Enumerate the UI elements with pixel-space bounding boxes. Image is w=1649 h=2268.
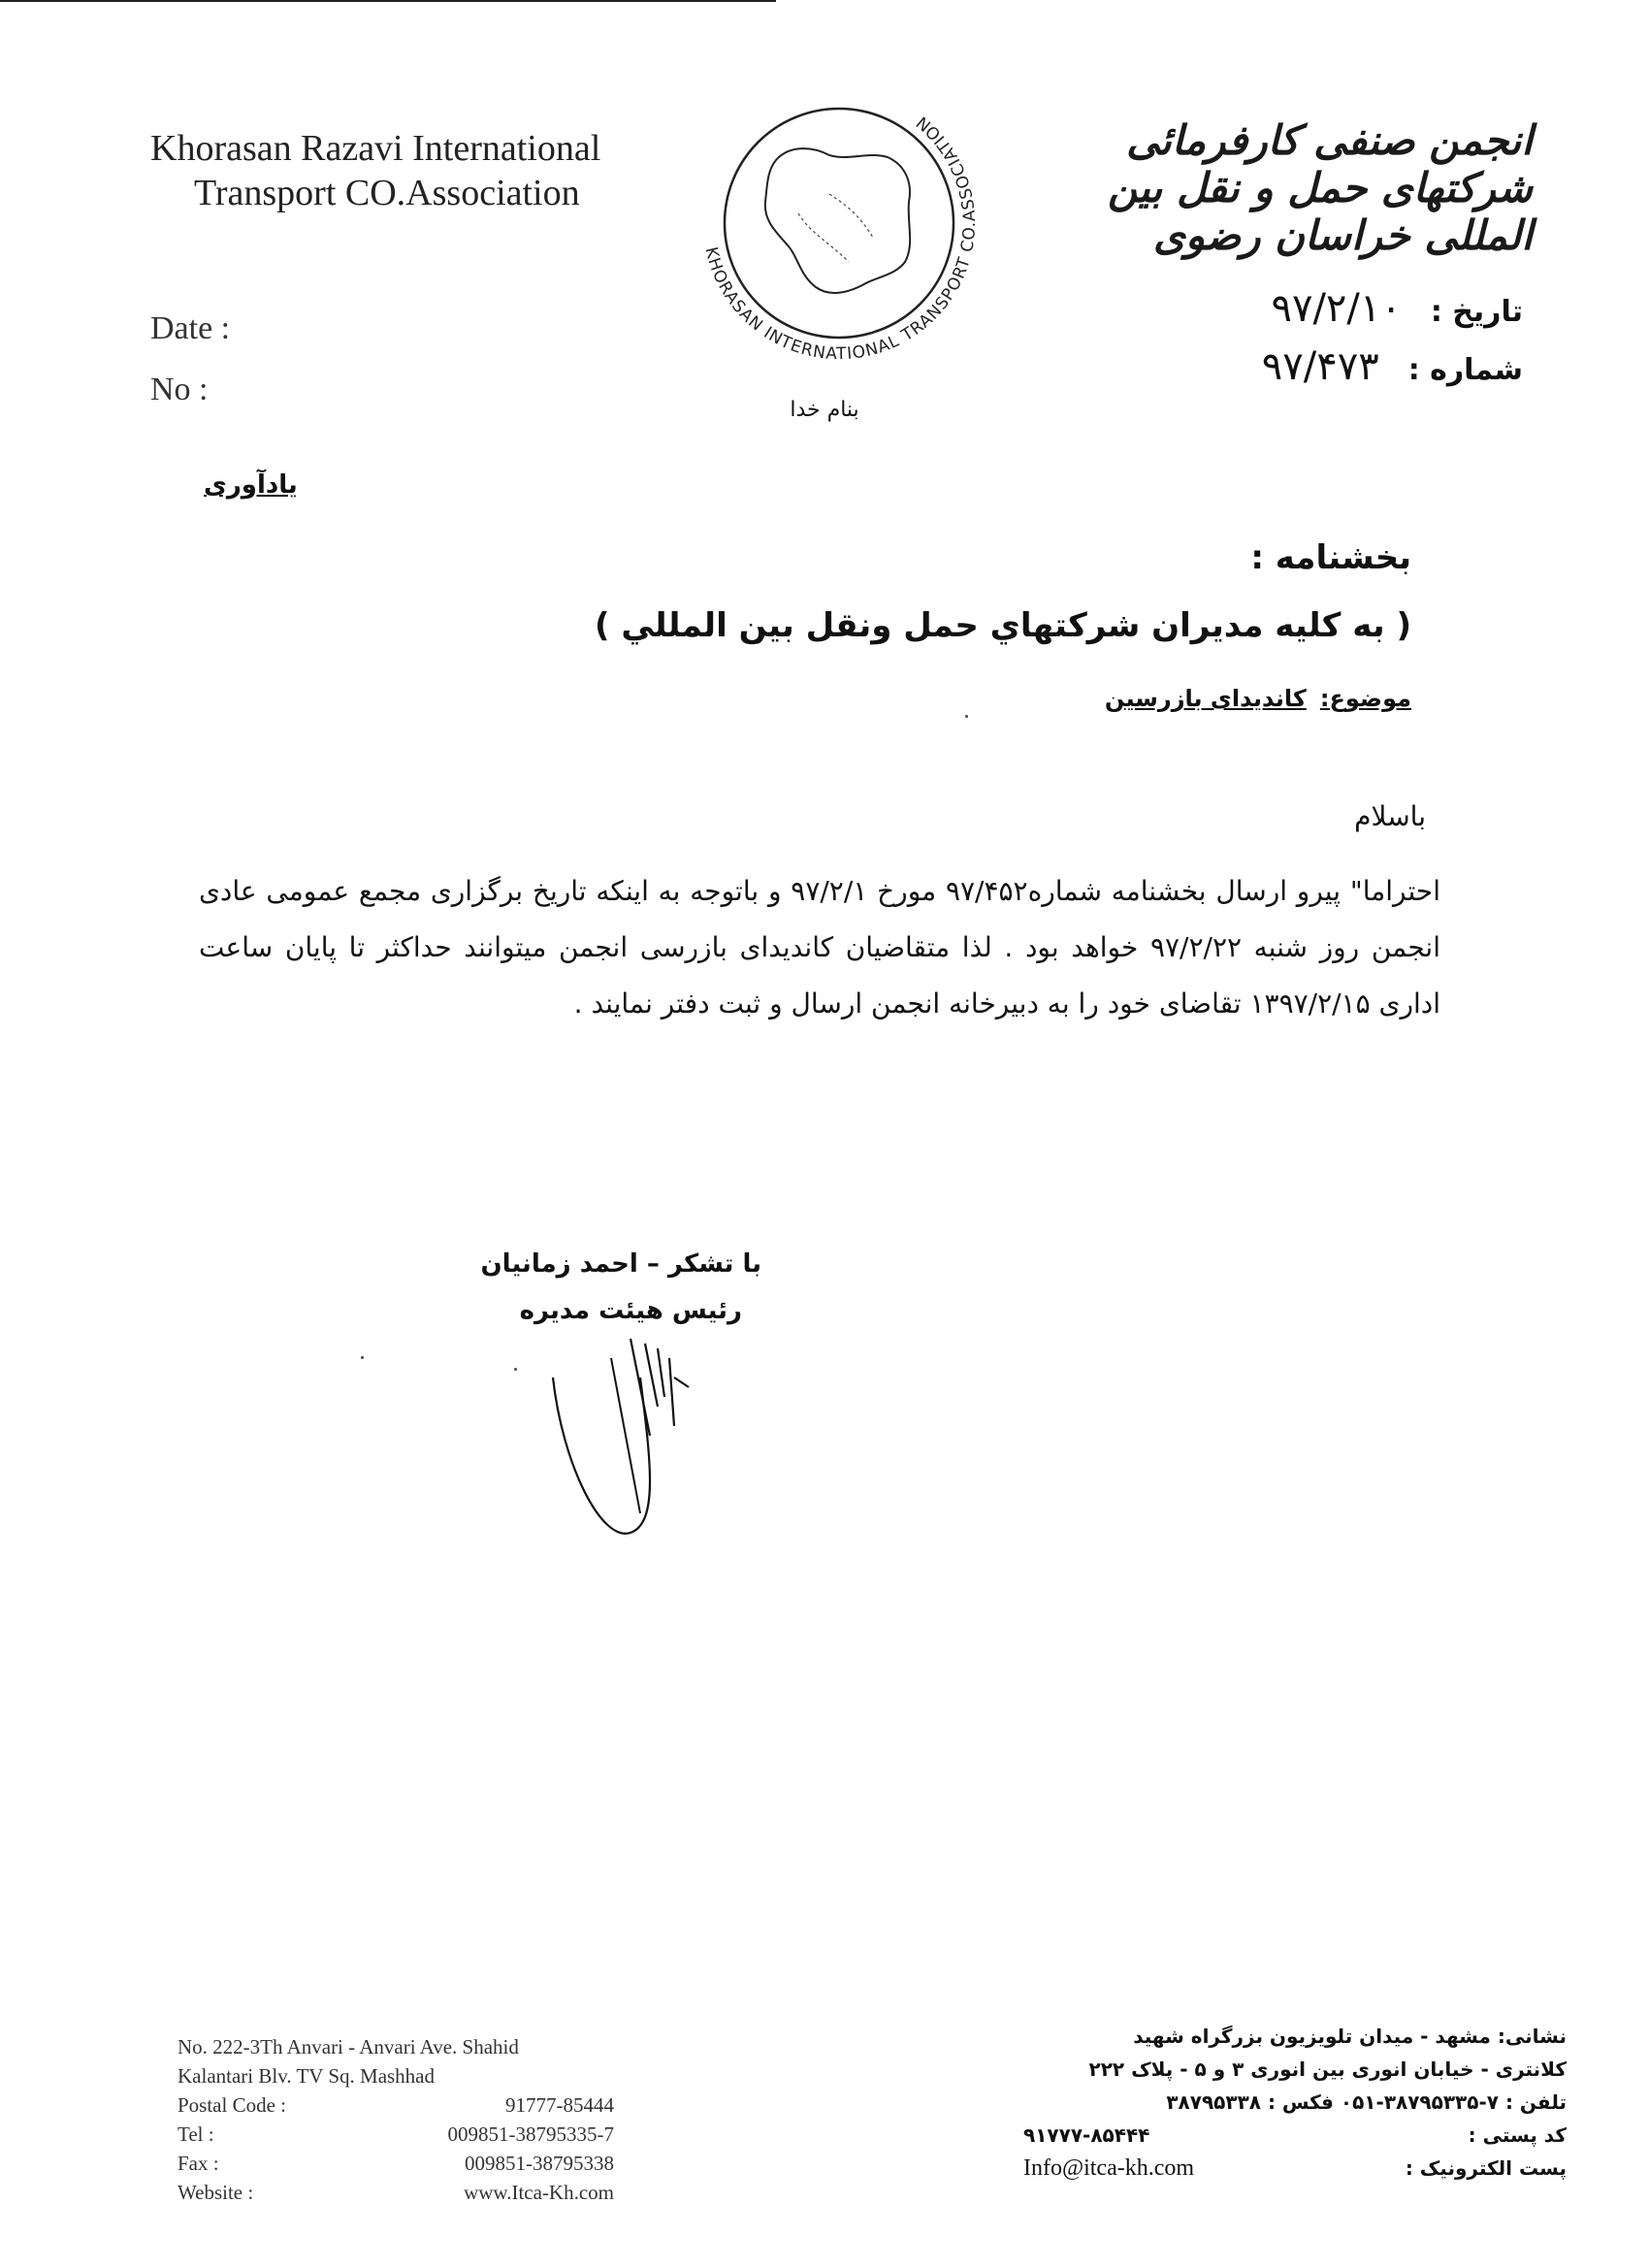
- letter-body: احتراما" پیرو ارسال بخشنامه شماره۹۷/۴۵۲ مورخ ۹۷/۲/۱ و باتوجه به اینکه تاریخ برگزاری مجمع عمومی عادی انجمن روز شنبه ۹۷/۲/۲۲ خواهد بود . لذا متقاضیان کاندیدای بازرسی انجمن میتوانند حداکثر تا پایان ساعت اداری ۱۳۹۷/۲/۱۵ تقاضای خود را به دبیرخانه انجمن ارسال و ثبت دفتر نمایند .: [199, 875, 1440, 1020]
- number-value-fa: ۹۷/۴۷۳: [1261, 344, 1379, 389]
- address-en-line2: Kalantari Blv. TV Sq. Mashhad: [178, 2064, 436, 2088]
- address-en-line1: No. 222-3Th Anvari - Anvari Ave. Shahid: [178, 2035, 519, 2058]
- svg-text:KHORASAN INTERNATIONAL TRANSPO: [700, 112, 980, 364]
- subject-line: [1105, 685, 1411, 712]
- number-label-fa: شماره :: [1407, 353, 1523, 387]
- date-label-en: Date :: [150, 310, 231, 346]
- scan-speck: [514, 1368, 517, 1371]
- postal-value-fa: ۹۱۷۷۷-۸۵۴۴۴: [1023, 2123, 1150, 2147]
- greeting: باسلام: [1354, 800, 1426, 832]
- postal-row-fa: [1023, 2119, 1567, 2152]
- website-row-en: [178, 2178, 614, 2207]
- tel-row-en: [178, 2120, 614, 2149]
- seal-text: KHORASAN INTERNATIONAL TRANSPORT CO.ASSOCIATION: [700, 111, 981, 365]
- scan-speck: [361, 1356, 364, 1359]
- no-label-en: No :: [150, 372, 209, 407]
- recipients-line: ( به كليه مديران شركتهاي حمل ونقل بين المللي ): [594, 606, 1411, 645]
- circular-label: بخشنامه :: [1250, 538, 1411, 577]
- org-name-en: [150, 126, 600, 215]
- tel-label-en: Tel :: [178, 2122, 214, 2146]
- fax-label-en: Fax :: [178, 2152, 219, 2175]
- footer-address-fa: [1023, 2020, 1567, 2185]
- scan-speck: [965, 715, 968, 718]
- association-seal-logo: [684, 68, 994, 378]
- postal-row-en: [178, 2090, 614, 2120]
- handwritten-signature: [543, 1319, 737, 1552]
- signoff-role: رئیس هیئت مدیره: [519, 1296, 742, 1325]
- signoff-thanks: با تشکر – احمد زمانیان: [480, 1249, 761, 1279]
- address-fa-line2: کلانتری - خیابان انوری بین انوری ۳ و ۵ - پلاک ۲۲۲: [1088, 2057, 1567, 2081]
- email-value: Info@itca-kh.com: [1023, 2155, 1195, 2181]
- date-field-fa: [1271, 286, 1523, 331]
- org-name-fa: انجمن صنفی کارفرمائی شرکتهای حمل و نقل بین المللی خراسان رضوی: [1108, 116, 1533, 259]
- footer-address-en: [178, 2032, 614, 2207]
- bename-khoda: بنام خدا: [790, 398, 859, 422]
- subject-label: موضوع:: [1319, 685, 1411, 712]
- org-name-en-line1: Khorasan Razavi International: [150, 128, 601, 169]
- top-rule: [0, 0, 776, 2]
- iran-map-icon: [765, 148, 910, 293]
- email-row-fa: [1023, 2152, 1567, 2185]
- date-label-fa: تاریخ :: [1430, 295, 1523, 329]
- postal-label-en: Postal Code :: [178, 2093, 287, 2117]
- date-value-fa: ۹۷/۲/۱۰: [1271, 286, 1402, 331]
- org-name-en-line2: Transport CO.Association: [194, 173, 580, 213]
- postal-label-fa: کد پستی :: [1468, 2123, 1567, 2147]
- email-label-fa: پست الکترونیک :: [1405, 2156, 1567, 2180]
- tel-value-en: 009851-38795335-7: [447, 2122, 614, 2146]
- reminder-heading: یادآوری: [204, 470, 298, 500]
- website-value-en: www.Itca-Kh.com: [464, 2181, 614, 2204]
- address-fa-line1: نشانی: مشهد - میدان تلویزیون بزرگراه شهید: [1133, 2025, 1567, 2048]
- fax-value-en: 009851-38795338: [465, 2152, 614, 2175]
- fax-row-en: [178, 2149, 614, 2178]
- number-field-fa: [1262, 344, 1523, 389]
- website-label-en: Website :: [178, 2181, 254, 2204]
- subject-value: کاندیدای بازرسین: [1104, 685, 1307, 712]
- phone-fa: تلفن : ۷-۳۸۷۹۵۳۳۵-۰۵۱ فکس : ۳۸۷۹۵۳۳۸: [1166, 2090, 1567, 2114]
- postal-value-en: 91777-85444: [505, 2093, 614, 2117]
